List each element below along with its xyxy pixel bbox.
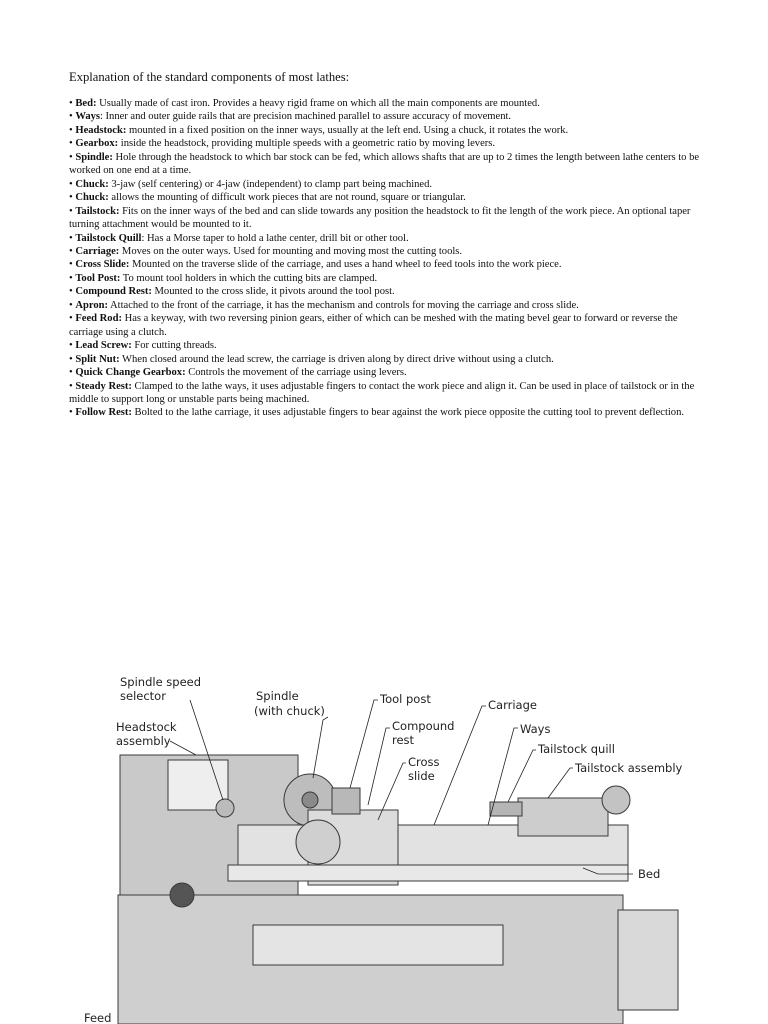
component-description: Moves on the outer ways. Used for mounting and moving most the cutting tools. [119,245,462,257]
label-tailstock-assembly: Tailstock assembly [575,761,683,775]
bullet-marker: • [69,313,73,325]
label-spindle-speed-selector-1: Spindle speed [120,675,202,689]
bullet-marker: • [69,340,73,352]
component-item [69,353,701,366]
component-description: Usually made of cast iron. Provides a heavy rigid frame on which all the main components are mounted. [96,98,540,109]
bullet-marker: • [69,178,73,190]
component-item [69,232,701,245]
component-term: Chuck: [75,192,109,204]
component-term: Apron: [75,299,108,311]
label-headstock-assembly-2: assembly [116,734,171,748]
component-term: Headstock: [75,124,127,136]
component-item [69,124,701,137]
component-term: Ways [75,111,100,123]
component-item [69,339,701,352]
label-headstock-assembly-1: Headstock [116,720,177,734]
component-item [69,272,701,285]
component-item [69,285,701,298]
tailstock-handwheel [602,786,630,814]
label-tool-post: Tool post [380,692,431,706]
component-description: : Has a Morse taper to hold a lathe center, drill bit or other tool. [141,232,409,244]
bullet-marker: • [69,286,73,298]
component-term: Spindle: [75,151,113,163]
component-term: Bed: [75,98,97,109]
label-compound-rest-2: rest [392,733,415,747]
gearbox-knob [170,883,194,907]
component-item [69,97,701,110]
bullet-marker: • [69,111,73,123]
component-description: 3-jaw (self centering) or 4-jaw (independent) to clamp part being machined. [108,178,433,190]
bullet-marker: • [69,259,73,271]
component-description: inside the headstock, providing multiple speeds with a geometric ratio by moving levers. [118,138,496,150]
component-item [69,366,701,379]
label-spindle-speed-selector-2: selector [120,689,166,703]
component-term: Follow Rest: [75,407,132,419]
component-term: Gearbox: [75,138,119,150]
bullet-marker: • [69,232,73,244]
component-term: Tailstock Quill [75,232,142,244]
component-term: Quick Change Gearbox: [75,367,186,379]
component-description: Attached to the front of the carriage, it has the mechanism and controls for moving the carriage and cross slide. [108,299,579,311]
tailstock-body [518,798,608,836]
component-list [69,97,701,420]
lathe-diagram [78,660,718,1024]
bullet-marker: • [69,138,73,150]
component-term: Steady Rest: [75,380,132,392]
component-description: Hole through the headstock to which bar stock can be fed, which allows shafts that are up to 2 times the length between lathe centers to be worked on one end at a time. [69,151,700,177]
tool-post-block [332,788,360,814]
label-cross-slide-2: slide [408,769,435,783]
component-description: allows the mounting of difficult work pieces that are not round, square or triangular. [108,192,466,204]
component-description: To mount tool holders in which the cutting bits are clamped. [120,272,378,284]
label-spindle-2: (with chuck) [254,704,325,718]
component-item [69,205,701,232]
component-description: Controls the movement of the carriage using levers. [185,367,407,379]
component-item [69,258,701,271]
tailstock-quill-shaft [490,802,522,816]
component-item [69,406,701,419]
bullet-marker: • [69,124,73,136]
component-description: Mounted on the traverse slide of the carriage, and uses a hand wheel to feed tools into the work piece. [129,259,562,271]
bullet-marker: • [69,272,73,284]
bullet-marker: • [69,205,73,217]
label-tailstock-quill: Tailstock quill [538,742,615,756]
component-description: : Inner and outer guide rails that are precision machined parallel to assure accuracy of movement. [100,111,512,123]
label-spindle-1: Spindle [256,689,299,703]
component-item [69,110,701,123]
label-compound-rest-1: Compound [392,719,455,733]
component-term: Compound Rest: [75,286,152,298]
component-description: For cutting threads. [131,340,217,352]
chip-tray [253,925,503,965]
bullet-marker: • [69,367,73,379]
component-term: Chuck: [75,178,109,190]
component-description: Mounted to the cross slide, it pivots around the tool post. [151,286,395,298]
component-item [69,151,701,178]
component-item [69,191,701,204]
apron-handwheel [296,820,340,864]
component-item [69,245,701,258]
component-term: Carriage: [75,245,120,257]
bullet-marker: • [69,353,73,365]
bullet-marker: • [69,380,73,392]
label-feed: Feed [84,1011,112,1024]
component-description: mounted in a fixed position on the inner ways, usually at the left end. Using a chuck, it rotates the work. [126,124,569,136]
page-heading: Explanation of the standard components of most lathes: [69,70,350,84]
component-term: Tool Post: [75,272,121,284]
component-term: Cross Slide: [75,259,130,271]
label-ways: Ways [520,722,551,736]
label-bed: Bed [638,867,661,881]
component-item [69,380,701,407]
bullet-marker: • [69,151,73,163]
lathe-illustration [118,755,678,1024]
component-description: Fits on the inner ways of the bed and can slide towards any position the headstock to fit the length of the work piece. An optional taper turning attachment would be mounted to it. [69,205,691,231]
speed-selector-knob [216,799,234,817]
chuck-center [302,792,318,808]
label-carriage: Carriage [488,698,537,712]
component-description: Has a keyway, with two reversing pinion gears, either of which can be meshed with the mating bevel gear to forward or reverse the carriage using a clutch. [69,313,678,338]
bullet-marker: • [69,407,73,419]
component-term: Tailstock: [75,205,120,217]
component-item [69,312,701,339]
component-term: Lead Screw: [75,340,132,352]
component-description: When closed around the lead screw, the carriage is driven along by direct drive without using a clutch. [119,353,554,365]
component-item [69,299,701,312]
bullet-marker: • [69,98,73,109]
component-item [69,137,701,150]
component-description: Bolted to the lathe carriage, it uses adjustable fingers to bear against the work piece opposite the cutting tool to prevent deflection. [131,407,684,419]
control-box [618,910,678,1010]
feed-rods [228,865,628,881]
bullet-marker: • [69,299,73,311]
label-cross-slide-1: Cross [408,755,440,769]
bullet-marker: • [69,192,73,204]
component-description: Clamped to the lathe ways, it uses adjustable fingers to contact the work piece and align it. Can be used in place of tailstock or in the middle to support long or unstable parts being machined. [69,380,695,405]
component-term: Split Nut: [75,353,120,365]
bullet-marker: • [69,245,73,257]
component-term: Feed Rod: [75,313,122,325]
component-item [69,178,701,191]
